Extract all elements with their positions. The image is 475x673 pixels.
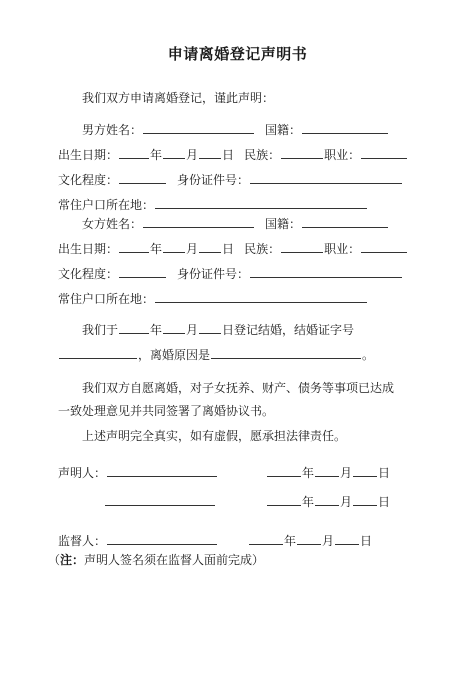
day-label: 日	[378, 495, 391, 509]
year-label: 年	[284, 534, 297, 548]
female-nationality-field[interactable]	[302, 215, 388, 228]
supervisor-day-field[interactable]	[335, 532, 359, 545]
marriage-day-text: 日登记结婚，结婚证字号	[222, 323, 355, 337]
month-label: 月	[186, 323, 199, 337]
year-label: 年	[302, 466, 315, 480]
female-residence-field[interactable]	[155, 290, 367, 303]
supervisor-month-field[interactable]	[297, 532, 321, 545]
female-occupation-field[interactable]	[361, 240, 407, 253]
paragraph1-line1: 我们双方自愿离婚，对子女抚养、财产、债务等事项已达成	[82, 381, 395, 395]
female-name-row	[82, 215, 389, 232]
reason-label: ，离婚原因是	[138, 348, 211, 362]
paragraph2: 上述声明完全真实，如有虚假，愿承担法律责任。	[82, 429, 347, 443]
year-label: 年	[150, 242, 163, 256]
day-label: 日	[360, 534, 373, 548]
month-label: 月	[340, 495, 353, 509]
female-ethnicity-field[interactable]	[281, 240, 323, 253]
female-occupation-label: 职业：	[324, 242, 361, 256]
male-birth-year-field[interactable]	[119, 146, 149, 159]
marriage-reason-row	[58, 346, 374, 363]
month-label: 月	[186, 148, 199, 162]
male-residence-row	[58, 196, 368, 213]
declarant-signature-field-1[interactable]	[107, 464, 217, 477]
marriage-day-field[interactable]	[199, 321, 221, 334]
female-nationality-label: 国籍：	[265, 217, 302, 231]
marriage-date-row	[82, 321, 354, 338]
day-label: 日	[222, 148, 235, 162]
declarant-date-row-1	[266, 464, 390, 481]
male-occupation-label: 职业：	[324, 148, 361, 162]
declarant-row-1	[58, 464, 218, 481]
male-name-field[interactable]	[143, 121, 254, 134]
male-residence-field[interactable]	[155, 196, 367, 209]
male-id-label: 身份证件号：	[177, 173, 250, 187]
marriage-year-field[interactable]	[119, 321, 149, 334]
footnote	[48, 552, 264, 568]
divorce-reason-field[interactable]	[211, 346, 361, 359]
declarant1-day-field[interactable]	[353, 464, 377, 477]
year-label: 年	[150, 323, 163, 337]
female-residence-label: 常住户口所在地：	[58, 292, 155, 306]
male-nationality-field[interactable]	[302, 121, 388, 134]
male-birth-row	[58, 146, 408, 163]
female-birth-row	[58, 240, 408, 257]
male-birth-month-field[interactable]	[163, 146, 185, 159]
declarant2-year-field[interactable]	[267, 493, 301, 506]
male-birth-label: 出生日期：	[58, 148, 119, 162]
female-ethnicity-label: 民族：	[244, 242, 281, 256]
female-residence-row	[58, 290, 368, 307]
female-birth-month-field[interactable]	[163, 240, 185, 253]
marriage-month-field[interactable]	[163, 321, 185, 334]
male-ethnicity-field[interactable]	[281, 146, 323, 159]
declarant1-year-field[interactable]	[267, 464, 301, 477]
month-label: 月	[322, 534, 335, 548]
declarant-date-row-2	[266, 493, 390, 510]
female-education-row	[58, 265, 403, 282]
certificate-number-field[interactable]	[59, 346, 137, 359]
declarant-signature-field-2[interactable]	[105, 493, 215, 506]
male-education-field[interactable]	[119, 171, 166, 184]
note-open-paren: （	[48, 553, 61, 567]
supervisor-signature-field[interactable]	[107, 532, 217, 545]
female-id-label: 身份证件号：	[177, 267, 250, 281]
marriage-prefix: 我们于	[82, 323, 119, 337]
note-text: 声明人签名须在监督人面前完成）	[84, 553, 265, 567]
female-birth-label: 出生日期：	[58, 242, 119, 256]
declarant1-month-field[interactable]	[315, 464, 339, 477]
male-occupation-field[interactable]	[361, 146, 407, 159]
female-birth-day-field[interactable]	[199, 240, 221, 253]
paragraph1-line2: 一致处理意见并共同签署了离婚协议书。	[58, 404, 275, 418]
female-education-field[interactable]	[119, 265, 166, 278]
female-birth-year-field[interactable]	[119, 240, 149, 253]
supervisor-year-field[interactable]	[249, 532, 283, 545]
supervisor-label: 监督人：	[58, 534, 107, 548]
male-nationality-label: 国籍：	[265, 123, 302, 137]
document-title: 申请离婚登记声明书	[167, 45, 308, 63]
month-label: 月	[186, 242, 199, 256]
male-birth-day-field[interactable]	[199, 146, 221, 159]
male-name-label: 男方姓名：	[82, 123, 143, 137]
female-id-field[interactable]	[250, 265, 402, 278]
supervisor-date-row	[248, 532, 372, 549]
period: 。	[362, 348, 375, 362]
month-label: 月	[340, 466, 353, 480]
intro-text: 我们双方申请离婚登记，谨此声明：	[82, 91, 275, 105]
male-name-row	[82, 121, 389, 138]
year-label: 年	[150, 148, 163, 162]
declarant2-month-field[interactable]	[315, 493, 339, 506]
declarant-row-2	[104, 493, 216, 510]
year-label: 年	[302, 495, 315, 509]
female-education-label: 文化程度：	[58, 267, 119, 281]
day-label: 日	[222, 242, 235, 256]
female-name-label: 女方姓名：	[82, 217, 143, 231]
note-label: 注：	[60, 553, 85, 567]
declarant-label: 声明人：	[58, 466, 107, 480]
male-residence-label: 常住户口所在地：	[58, 198, 155, 212]
supervisor-row	[58, 532, 218, 549]
male-id-field[interactable]	[250, 171, 402, 184]
male-ethnicity-label: 民族：	[244, 148, 281, 162]
declarant2-day-field[interactable]	[353, 493, 377, 506]
female-name-field[interactable]	[143, 215, 254, 228]
male-education-row	[58, 171, 403, 188]
male-education-label: 文化程度：	[58, 173, 119, 187]
day-label: 日	[378, 466, 391, 480]
